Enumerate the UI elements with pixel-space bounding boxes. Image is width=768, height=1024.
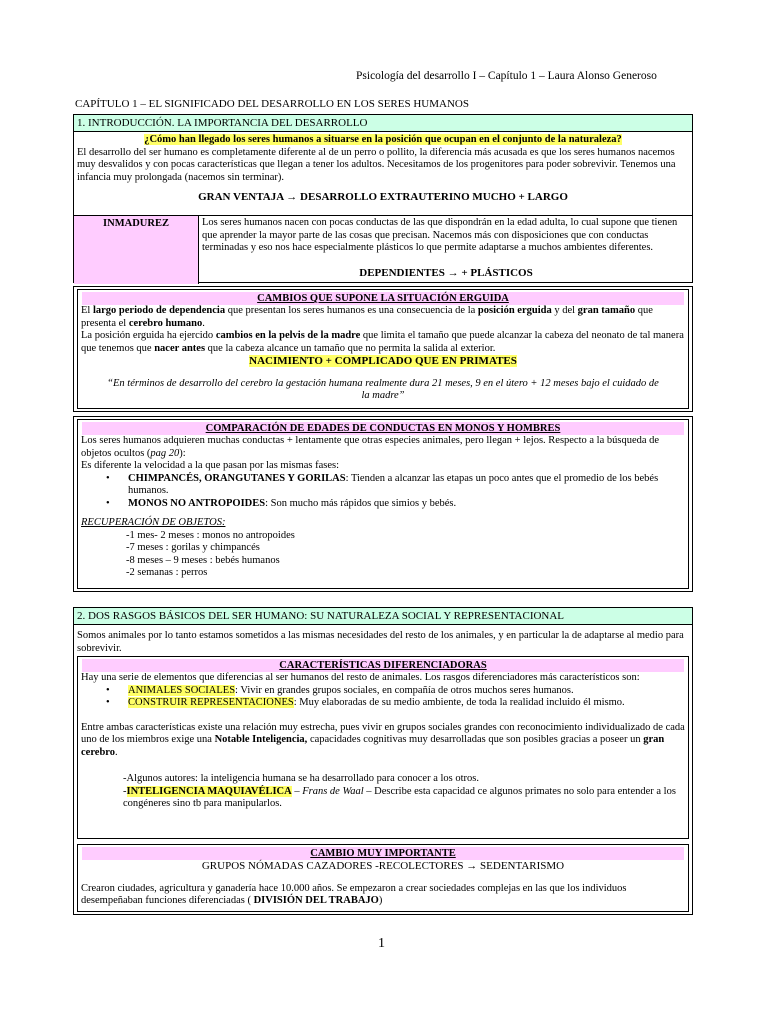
comparacion-heading: COMPARACIÓN DE EDADES DE CONDUCTAS EN MONOS Y HOMBRES <box>82 422 684 435</box>
section-1-question: ¿Cómo han llegado los seres humanos a situarse en la posición que ocupan en el conjunto de la naturaleza? <box>144 134 622 145</box>
list-item: • ANIMALES SOCIALES: Vivir en grandes grupos sociales, en compañía de otros muchos seres humanos. <box>128 685 688 698</box>
cambio-box: CAMBIO MUY IMPORTANTE GRUPOS NÓMADAS CAZADORES -RECOLECTORES → SEDENTARISMO Crearon ciudades, agricultura y ganadería hace 10.000 años. Se empezaron a crear sociedades complejas en las que los individuos desempeñaban funciones diferenciadas ( DIVISIÓN DEL TRABAJO) <box>77 844 689 912</box>
gestation-quote: “En términos de desarrollo del cerebro la gestación humana realmente dura 21 meses, 9 en el útero + 12 meses bajo el cuidado de la madre” <box>107 377 659 401</box>
list-item: • CONSTRUIR REPRESENTACIONES: Muy elaboradas de su medio ambiente, de toda la realidad incluido él mismo. <box>128 697 688 710</box>
cambio-sub: GRUPOS NÓMADAS CAZADORES -RECOLECTORES → SEDENTARISMO <box>201 860 565 872</box>
chapter-title: CAPÍTULO 1 – EL SIGNIFICADO DEL DESARROLLO EN LOS SERES HUMANOS <box>75 98 469 110</box>
caracteristicas-box: CARACTERÍSTICAS DIFERENCIADORAS Hay una serie de elementos que diferencias al ser humanos del resto de animales. Los rasgos diferenciadores más característicos son: • ANIMALES SOCIALES: Vivir en grandes grupos sociales, en compañía de otros muchos seres humanos. • CONSTRUIR REPRESENTACIONES: Muy elaboradas de su medio ambiente, de toda la realidad incluido él mismo. Entre ambas características existe una relación muy estrecha, pues vivir en grupos sociales grandes con reconocimiento individualizado de cada uno de los miembros exige una Notable Inteligencia, capacidades cognitivas muy desarrolladas que son posibles gracias a poseer un gran cerebro. -Algunos autores: la inteligencia humana se ha desarrollado para conocer a los otros. -INTELIGENCIA MAQUIAVÉLICA – Frans de Waal – Describe esta capacidad ce algunos primates no solo para entender a los congéneres sino tb para manipularlos. <box>77 656 689 839</box>
dependientes: DEPENDIENTES → + PLÁSTICOS <box>359 267 533 279</box>
inmadurez-row <box>74 215 692 284</box>
section-1-heading: 1. INTRODUCCIÓN. LA IMPORTANCIA DEL DESARROLLO <box>74 115 692 132</box>
section-2-intro: Somos animales por lo tanto estamos sometidos a las mismas necesidades del resto de los animales, y en particular la de adaptarse al medio para sobrevivir. <box>77 630 684 654</box>
list-item: -1 mes- 2 meses : monos no antropoides <box>126 529 295 541</box>
list-item: -8 meses – 9 meses : bebés humanos <box>126 554 280 566</box>
inmadurez-text: Los seres humanos nacen con pocas conductas de las que dispondrán en la edad adulta, lo cual supone que tienen que aprender la mayor parte de las cosas que precisan. Nacemos más con disposiciones que con conductas terminadas y eso nos hace especialmente plásticos lo que permite adaptarse a muchos ambientes diferentes. <box>202 217 678 253</box>
primate-list <box>78 473 688 511</box>
list-item: • MONOS NO ANTROPOIDES: Son mucho más rápidos que simios y bebés. <box>128 498 688 511</box>
section-1-intro: El desarrollo del ser humano es completamente diferente al de un perro o pollito, la diferencia más acusada es que los seres humanos nacemos muy desvalidos y con pocas características que llegan a tener los adultos. Necesitamos de los progenitores para poder sobrevivir. Tenemos una infancia muy prolongada (nacemos sin terminar). <box>77 146 676 183</box>
recuperacion-list <box>78 530 688 580</box>
list-item: -7 meses : gorilas y chimpancés <box>126 542 260 553</box>
section-2-heading: 2. DOS RASGOS BÁSICOS DEL SER HUMANO: SU NATURALEZA SOCIAL Y REPRESENTACIONAL <box>74 608 692 625</box>
gran-ventaja: GRAN VENTAJA → DESARROLLO EXTRAUTERINO MUCHO + LARGO <box>198 191 568 203</box>
inmadurez-label: INMADUREZ <box>74 216 199 284</box>
list-item: -2 semanas : perros <box>126 567 208 578</box>
page-number: 1 <box>378 936 385 951</box>
cambios-heading: CAMBIOS QUE SUPONE LA SITUACIÓN ERGUIDA <box>82 292 684 305</box>
section-2-box <box>73 607 693 915</box>
recuperacion-heading: RECUPERACIÓN DE OBJETOS: <box>81 517 226 528</box>
cambio-heading: CAMBIO MUY IMPORTANTE <box>82 847 684 860</box>
nacimiento-highlight: NACIMIENTO + COMPLICADO QUE EN PRIMATES <box>249 355 517 367</box>
cambios-text: El largo periodo de dependencia que presentan los seres humanos es una consecuencia de la posición erguida y del gran tamaño que presenta el cerebro humano. La posición erguida ha ejercido cambios en la pelvis de la madre que limita el tamaño que puede alcanzar la cabeza del neonato de tal manera que tenemos que nacer antes que la cabeza alcance un tamaño que no permita la salida al exterior. <box>81 305 684 354</box>
cambios-box <box>73 286 693 412</box>
running-header: Psicología del desarrollo I – Capítulo 1 – Laura Alonso Generoso <box>356 70 657 82</box>
list-item: • CHIMPANCÉS, ORANGUTANES Y GORILAS: Tienden a alcanzar las etapas un poco antes que el promedio de los bebés humanos. <box>128 473 688 498</box>
comparacion-box: COMPARACIÓN DE EDADES DE CONDUCTAS EN MONOS Y HOMBRES Los seres humanos adquieren muchas conductas + lentamente que otras especies animales, pero llegan + lejos. Respecto a la búsqueda de objetos ocultos (pag 20): Es diferente la velocidad a la que pasan por las mismas fases: • CHIMPANCÉS, ORANGUTANES Y GORILAS: Tienden a alcanzar las etapas un poco antes que el promedio de los bebés humanos. • MONOS NO ANTROPOIDES: Son mucho más rápidos que simios y bebés. RECUPERACIÓN DE OBJETOS: -1 mes- 2 meses : monos no antropoides -7 meses : gorilas y chimpancés -8 meses – 9 meses : bebés humanos -2 semanas : perros <box>73 416 693 592</box>
section-1-box <box>73 114 693 283</box>
caracteristicas-heading: CARACTERÍSTICAS DIFERENCIADORAS <box>82 659 684 672</box>
